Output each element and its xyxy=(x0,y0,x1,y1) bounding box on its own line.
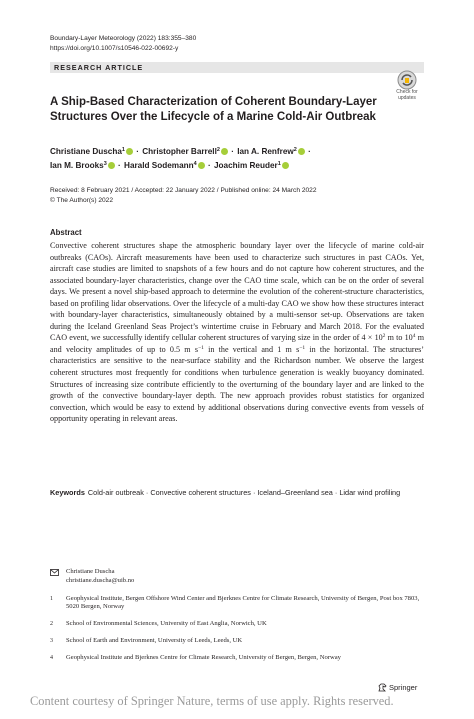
keywords xyxy=(50,487,424,499)
journal-header xyxy=(50,34,196,54)
correspondence-note xyxy=(50,568,430,586)
author-affiliation-mark: 2 xyxy=(293,147,297,153)
affiliation-text: School of Environmental Sciences, University of East Anglia, Norwich, UK xyxy=(66,620,267,628)
orcid-icon[interactable] xyxy=(126,148,133,155)
keywords-list: Cold-air outbreak · Convective coherent structures · Iceland–Greenland sea · Lidar wind profiling xyxy=(87,488,401,497)
email-icon xyxy=(50,569,59,576)
author-list: Christiane Duscha$^1$ · Christopher Barrell$^2$ · Ian A. Renfrew$^2$ · Ian M. Brooks$^3$ · Harald Sodemann$^4$ · Joachim Reuder$^1$ xyxy=(50,147,311,170)
publication-dates: Received: 8 February 2021 / Accepted: 22 January 2022 / Published online: 24 March 2022 xyxy=(50,187,317,194)
orcid-icon[interactable] xyxy=(282,162,289,169)
copyright-notice: © The Author(s) 2022 xyxy=(50,196,114,204)
article-type-label: RESEARCH ARTICLE xyxy=(54,63,144,72)
journal-citation: Boundary-Layer Meteorology (2022) 183:355–380 xyxy=(50,35,197,42)
author-name[interactable]: Ian M. Brooks xyxy=(50,160,104,170)
affiliation-text: Geophysical Institute, Bergen Offshore Wind Center and Bjerknes Centre for Climate Research, University of Bergen, Post box 7803, 5020 Bergen, Norway xyxy=(66,594,420,611)
affiliation-text: School of Earth and Environment, University of Leeds, Leeds, UK xyxy=(66,636,243,644)
publisher-logo xyxy=(378,683,417,692)
article-title: A Ship-Based Characterization of Coherent Boundary-Layer Structures Over the Lifecycle of a Marine Cold-Air Outbreak xyxy=(50,96,377,123)
orcid-icon[interactable] xyxy=(198,162,205,169)
affiliation-mark: 1 xyxy=(50,595,53,602)
courtesy-notice: Content courtesy of Springer Nature, terms of use apply. Rights reserved. xyxy=(30,694,394,708)
correspondence-name: Christiane Duscha xyxy=(66,568,115,575)
affiliation-mark: 3 xyxy=(50,637,53,644)
affiliation-mark: 4 xyxy=(50,654,53,661)
affiliation-text: Geophysical Institute and Bjerknes Centre for Climate Research, University of Bergen, Bergen, Norway xyxy=(66,653,341,661)
journal-doi[interactable]: https://doi.org/10.1007/s10546-022-00692-y xyxy=(50,45,179,52)
orcid-icon[interactable] xyxy=(298,148,305,155)
publisher-name: Springer xyxy=(389,683,418,692)
check-for-updates-icon xyxy=(396,70,418,90)
abstract-text: Convective coherent structures shape the atmospheric boundary layer over the lifecycle of marine cold-air outbreaks (CAOs). Aircraft measurements have been used to characterize such structures in past CAOs. Yet, aircraft case studies are limited to snapshots of a few hours and do not capture how coherent structures, and the associated boundary-layer characteristics, change over the CAO time scale, which can be on the order of several days. We present a novel ship-based approach to determine the evolution of the coherent-structure characteristics, based on profiling lidar observations. Over the lifecycle of a multi-day CAO we show how these structures interact with boundary-layer characteristics, simultaneously obtained by a multi-sensor set-up. Observations are taken during the Iceland Greenland Seas Project’s wintertime cruise in February and March 2018. For the evaluated CAO event, we successfully identify cellular coherent structures of varying size in the order of $4 \times 10^2$ m to $10^4$ m and velocity amplitudes of up to 0.5 m $s^{-1}$ in the vertical and 1 m $s^{-1}$ in the horizontal. The structures’ characteristics are sensitive to the near-surface stability and the Richardson number. We observe the largest coherent structures most frequently for conditions when turbulence generation is weakly buoyancy dominated. Structures of increasing size contribute efficiently to the overturning of the boundary layer and are linked to the growth of the convective boundary-layer depth. The new approach provides robust statistics for organized convection, which would be easy to extend by additional observations during convective events from vessels of opportunity operating in relevant areas. xyxy=(50,241,425,424)
orcid-icon[interactable] xyxy=(108,162,115,169)
affiliation-3 xyxy=(50,637,430,646)
affiliation-mark: 2 xyxy=(50,621,53,628)
abstract-heading: Abstract xyxy=(50,228,82,237)
author-affiliation-mark: 1 xyxy=(121,147,125,153)
orcid-icon[interactable] xyxy=(221,148,228,155)
affiliation-1 xyxy=(50,595,430,613)
author-affiliation-mark: 3 xyxy=(103,160,107,167)
check-for-updates-line2: updates xyxy=(398,94,416,101)
affiliation-2 xyxy=(50,620,430,629)
correspondence-email[interactable]: christiane.duscha@uib.no xyxy=(66,576,135,584)
author-affiliation-mark: 4 xyxy=(193,160,197,167)
author-name[interactable]: Christopher Barrell xyxy=(142,147,217,156)
author-affiliation-mark: 2 xyxy=(216,147,220,153)
author-affiliation-mark: 1 xyxy=(277,160,281,167)
check-for-updates-line1: Check for xyxy=(396,89,418,95)
springer-horse-icon xyxy=(378,683,387,692)
article-type-banner xyxy=(50,62,424,73)
affiliation-4 xyxy=(50,654,430,663)
author-name[interactable]: Joachim Reuder xyxy=(214,160,278,170)
footnotes xyxy=(50,568,430,668)
author-name[interactable]: Ian A. Renfrew xyxy=(237,147,294,156)
author-name[interactable]: Harald Sodemann xyxy=(124,160,194,170)
publication-history xyxy=(50,186,317,205)
author-name[interactable]: Christiane Duscha xyxy=(50,147,122,156)
keywords-label: Keywords xyxy=(50,488,85,497)
